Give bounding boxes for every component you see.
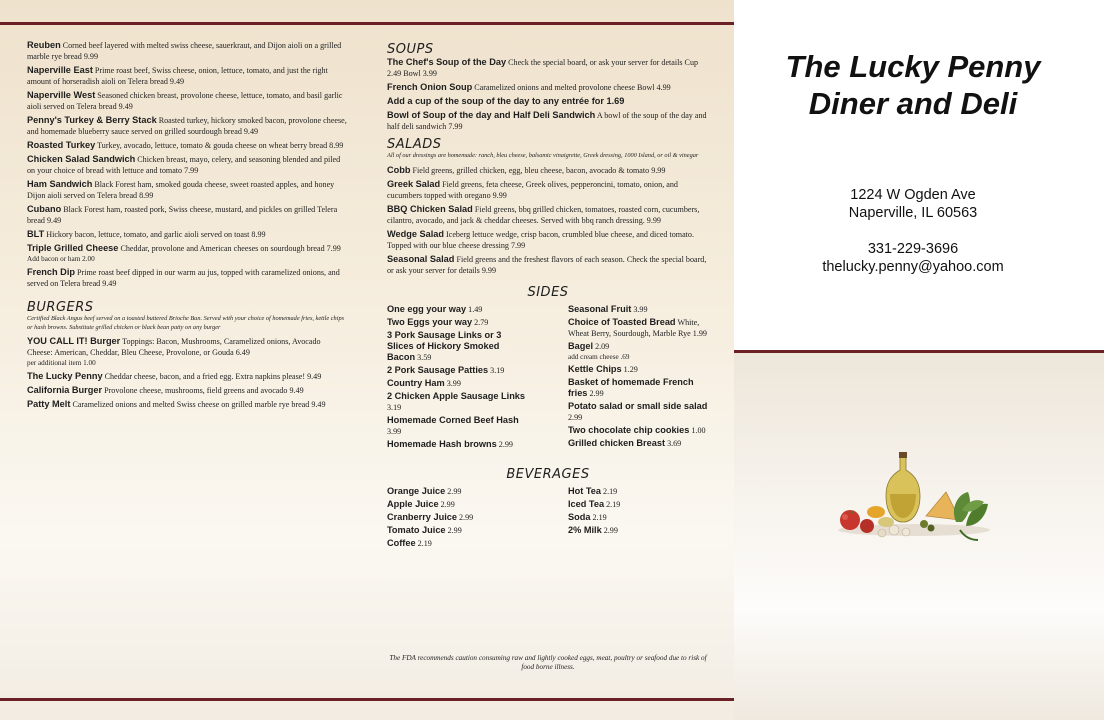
top-divider [0,22,734,25]
address-city: Naperville, IL 60563 [848,205,978,221]
item-price: 2.99 [447,525,462,535]
item-desc: Caramelized onions and melted Swiss cheese on grilled marble rye bread 9.49 [72,400,326,409]
menu-item [27,399,349,410]
item-name: Cobb [387,164,411,175]
item-desc: Field greens, bbq grilled chicken, tomatoes, roasted corn, cucumbers, cilantro, avocado, and jack & cheddar cheeses. Served with bbq ranch dressing. 9.99 [387,204,700,225]
cover-divider [734,350,1104,353]
item-name: Wedge Salad [387,228,445,239]
menu-item [568,401,709,423]
item-price: 2.99 [498,439,513,449]
item-price: 2.19 [603,486,618,496]
item-name: Coffee [387,537,416,548]
item-name: Soda [568,511,591,522]
item-name: 2 Chicken Apple Sausage Links [387,390,526,401]
soups-salads-column [387,43,709,551]
menu-item [568,438,709,449]
menu-item [27,115,349,137]
menu-item [387,525,568,536]
item-name: Ham Sandwich [27,179,93,189]
item-name: Roasted Turkey [27,140,96,150]
menu-item [387,512,568,523]
item-name: Greek Salad [387,178,441,189]
menu-item [568,499,709,510]
item-name: One egg your way [387,303,467,314]
vegetables-oil-bottle-illustration-icon [834,450,994,545]
item-price: 2.19 [606,499,621,509]
item-desc: Field greens, feta cheese, Greek olives, pepperoncini, tomato, onion, and cucumbers topped with oregano 9.99 [387,179,678,200]
burgers-note: Certified Black Angus beef served on a toasted buttered Brioche Bun. Served with your choice of homemade fries, kettle chips or hash browns. Substitute grilled chicken or black bean patty on any burger [27,315,345,331]
item-name: Naperville East [27,65,93,75]
menu-item [387,304,568,315]
item-price: 2.99 [447,486,462,496]
menu-item [27,336,349,368]
item-desc: Field greens and the freshest flavors of each season. Check the special board, or ask your server for details 9.99 [387,254,707,275]
menu-item [387,415,568,437]
menu-item [387,110,709,132]
item-name: Homemade Corned Beef Hash [387,414,519,425]
email-address: thelucky.penny@yahoo.com [822,259,1004,275]
item-name: Patty Melt [27,399,71,409]
item-price: 1.00 [691,425,706,435]
item-desc: A bowl of the soup of the day and half deli sandwich 7.99 [387,111,707,131]
menu-item [387,317,568,328]
item-addon: Add bacon or ham 2.00 [27,255,95,263]
menu-item [27,204,349,226]
item-name: Seasonal Salad [387,253,455,264]
menu-item [27,267,349,289]
item-name: BBQ Chicken Salad [387,203,473,214]
item-price: 2.79 [474,317,489,327]
menu-item [387,229,709,251]
item-desc: Caramelized onions and melted provolone cheese Bowl 4.99 [474,83,671,92]
item-price: 3.99 [633,304,648,314]
item-desc-cheese: Cheese: American, Cheddar, Bleu Cheese, Provolone, or Gouda 6.49 [27,348,250,357]
beverages-right-list [568,486,709,551]
item-name: Homemade Hash browns [387,438,497,449]
item-name: Bowl of Soup of the day and Half Deli Sandwich [387,110,596,120]
phone-number: 331-229-3696 [867,241,959,257]
menu-item [568,304,709,315]
menu-item [387,439,568,450]
item-name: BLT [27,229,45,239]
item-desc: Check the special board, or ask your server for details Cup 2.49 Bowl 3.99 [387,58,699,78]
menu-item [27,371,349,382]
item-desc: Turkey, avocado, lettuce, tomato & gouda cheese on wheat berry bread 8.99 [97,141,344,150]
item-price: 3.19 [490,365,505,375]
item-desc: Prime roast beef, Swiss cheese, onion, lettuce, tomato, and just the right amount of horseradish aioli on Telera bread 9.49 [27,66,328,86]
item-name: The Chef's Soup of the Day [387,57,507,67]
item-name: Two chocolate chip cookies [568,424,690,435]
menu-item [387,365,568,376]
address-street: 1224 W Ogden Ave [850,187,976,203]
item-name: Choice of Toasted Bread [568,316,676,327]
item-price: 3.59 [417,352,432,362]
item-desc: Prime roast beef dipped in our warm au jus, topped with caramelized onions, and served on Telera bread 9.49 [27,268,340,288]
item-name: Tomato Juice [387,524,446,535]
item-desc: Black Forest ham, roasted pork, Swiss cheese, mustard, and pickles on grilled Telera bread 9.49 [27,205,338,225]
menu-item [27,90,349,112]
menu-item [387,499,568,510]
title-line-1: The Lucky Penny [785,49,1041,84]
menu-item [27,154,349,176]
menu-item [27,243,349,264]
item-price: 3.99 [387,426,402,436]
bottom-divider [0,698,734,701]
menu-item [568,512,709,523]
item-name: Chicken Salad Sandwich [27,154,136,164]
item-price: 2.99 [459,512,474,522]
item-name: Two Eggs your way [387,316,473,327]
restaurant-title [748,48,1078,122]
menu-item [387,330,568,363]
item-desc: Provolone cheese, mushrooms, field greens and avocado 9.49 [104,386,304,395]
salads-heading: SALADS [387,137,442,152]
contact-block [748,186,1078,276]
menu-item [568,486,709,497]
beverages-heading: BEVERAGES [506,466,590,482]
sides-left-list [387,304,568,452]
item-name: 2 Pork Sausage Patties [387,364,489,375]
item-addon: per additional item 1.00 [27,359,96,367]
menu-item [568,341,709,362]
item-name: Reuben [27,40,61,50]
item-desc: Field greens, grilled chicken, egg, bleu cheese, bacon, avocado & tomato 9.99 [412,165,666,175]
item-desc: Chicken breast, mayo, celery, and seasoning blended and piled on your choice of bread with lettuce and tomato 7.99 [27,155,341,175]
item-name: Add a cup of the soup of the day to any entrée for 1.69 [387,96,625,106]
item-name: 2% Milk [568,524,602,535]
item-name: Cranberry Juice [387,511,457,522]
item-name: California Burger [27,385,103,395]
item-desc: Toppings: Bacon, Mushrooms, Caramelized onions, Avocado [122,337,321,346]
salads-note: All of our dressings are homemade: ranch, bleu cheese, balsamic vinaigrette, Greek dressing, 1000 Island, or oil & vinegar [387,152,699,159]
menu-item [387,538,568,549]
menu-item [27,385,349,396]
item-price: 3.99 [446,378,461,388]
item-desc: Black Forest ham, smoked gouda cheese, sweet roasted apples, and honey Dijon aioli served on Telera bread 8.99 [27,180,335,200]
menu-item [27,179,349,201]
menu-item [568,317,709,339]
item-name: French Onion Soup [387,82,473,92]
menu-item [27,40,349,62]
menu-item [387,96,709,107]
menu-item [27,140,349,151]
item-name: Bagel [568,340,594,351]
item-name: Apple Juice [387,498,439,509]
item-addon: add cream cheese .69 [568,352,630,361]
menu-item [568,425,709,436]
beverages-left-list [387,486,568,551]
beverages-grid [387,486,709,551]
item-name: The Lucky Penny [27,371,103,381]
menu-item [387,82,709,93]
item-name: Country Ham [387,377,445,388]
item-name: Hot Tea [568,485,602,496]
item-desc: Cheddar, provolone and American cheeses on sourdough bread 7.99 [120,244,341,253]
item-desc: Cheddar cheese, bacon, and a fried egg. Extra napkins please! 9.49 [104,372,322,381]
menu-item [387,204,709,226]
menu-item [387,378,568,389]
sides-grid [387,304,709,452]
item-name: Potato salad or small side salad [568,400,708,411]
item-name: Grilled chicken Breast [568,437,666,448]
item-desc: Roasted turkey, hickory smoked bacon, provolone cheese, and homemade blueberry sauce served on grilled sourdough bread 9.49 [27,116,347,136]
soups-heading: SOUPS [387,42,434,57]
item-name: Cubano [27,204,62,214]
item-price: 2.09 [595,341,610,351]
item-price: 1.49 [468,304,483,314]
item-price: White, Wheat Berry, Sourdough, Marble Rye 1.99 [568,317,707,338]
menu-item [568,525,709,536]
item-name: Naperville West [27,90,96,100]
item-desc: Iceberg lettuce wedge, crisp bacon, crumbled blue cheese, and diced tomato. Topped with our blue cheese dressing 7.99 [387,229,695,250]
menu-item [568,377,709,399]
item-price: 3.19 [387,402,402,412]
item-desc: Hickory bacon, lettuce, tomato, and garlic aioli served on toast 8.99 [46,230,266,239]
menu-item [27,65,349,87]
title-line-2: Diner and Deli [808,86,1018,121]
item-name: YOU CALL IT! Burger [27,336,121,346]
item-price: 2.19 [417,538,432,548]
item-name: Penny's Turkey & Berry Stack [27,115,157,125]
item-name: Triple Grilled Cheese [27,243,119,253]
item-name: French Dip [27,267,75,277]
item-price: 2.99 [440,499,455,509]
burgers-heading: BURGERS [27,300,94,315]
menu-item [387,254,709,276]
menu-item [27,229,349,240]
item-price: 2.99 [589,388,604,398]
sandwiches-column [27,40,349,413]
item-price: 3.69 [667,438,682,448]
menu-item [387,165,709,176]
item-name: Basket of homemade French fries [568,376,694,398]
item-name: Iced Tea [568,498,605,509]
sides-right-list [568,304,709,452]
sides-heading: SIDES [527,284,569,300]
item-price: 1.29 [623,364,638,374]
item-name: Orange Juice [387,485,446,496]
item-desc: Corned beef layered with melted swiss cheese, sauerkraut, and Dijon aioli on a grilled marble rye bread 9.99 [27,41,342,61]
fda-notice: The FDA recommends caution consuming raw and lightly cooked eggs, meat, poultry or seafood due to risk of food borne illness. [389,654,707,671]
item-price: 2.19 [592,512,607,522]
menu-item [387,391,568,413]
item-name: 3 Pork Sausage Links or 3 Slices of Hickory Smoked Bacon [387,329,502,362]
menu-item [387,179,709,201]
item-name: Kettle Chips [568,363,622,374]
item-desc: Seasoned chicken breast, provolone cheese, lettuce, tomato, and basil garlic aioli served on Telera bread 9.49 [27,91,343,111]
item-price: 2.99 [568,412,583,422]
item-name: Seasonal Fruit [568,303,632,314]
menu-item [568,364,709,375]
item-price: 2.99 [603,525,618,535]
menu-item [387,486,568,497]
menu-item [387,57,709,79]
